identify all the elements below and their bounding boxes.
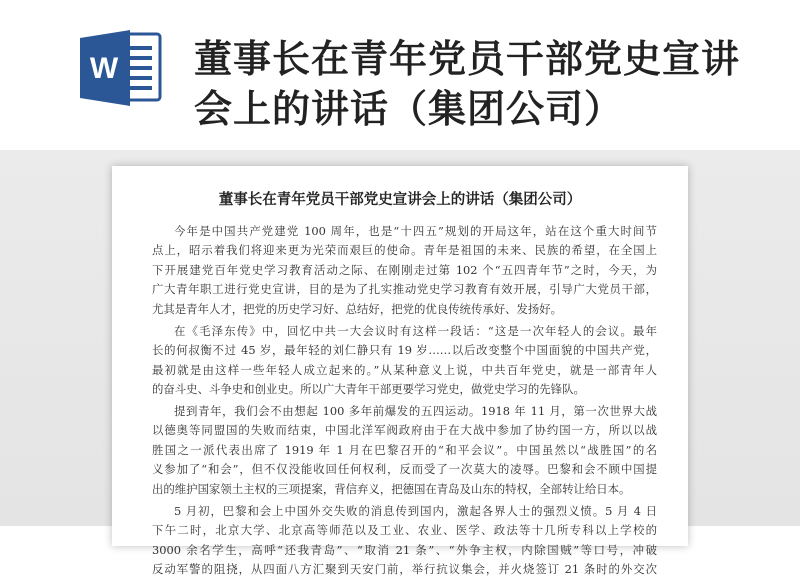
paragraph-line: 今年是中国共产党建党 100 周年，也是“十四五”规划的开局这年，站在这个重大时间节 bbox=[174, 224, 657, 238]
paragraph-line: 以德奥等同盟国的失败而结束，中国北洋军阀政府由于在大战中参加了协约国一方，所以以战 bbox=[152, 423, 657, 438]
paragraph-4 bbox=[152, 502, 657, 580]
paragraph-line: 下开展建党百年党史学习教育活动之际、在刚刚走过第 102 个“五四青年节”之时，今天，为 bbox=[152, 262, 657, 277]
paragraph-line: 胜国之一派代表出席了 1919 年 1 月在巴黎召开的“和平会议”。中国虽然以“战胜国”的名 bbox=[152, 442, 657, 457]
header bbox=[0, 0, 800, 150]
document-title: 董事长在青年党员干部党史宣讲会上的讲话（集团公司） bbox=[218, 191, 582, 208]
paragraph-line: 最初就是由这样一些年轻人成立起来的。”从某种意义上说，中共百年党史，就是一部青年人 bbox=[152, 362, 657, 377]
word-document-icon bbox=[78, 28, 164, 108]
paragraph-line: 尤其是青年人才，把党的历史学习好、总结好，把党的优良传统传承好、发扬好。 bbox=[152, 301, 563, 316]
paragraph-line: 3000 余名学生，高呼“还我青岛”、“取消 21 条”、“外争主权，内除国贼”等口号，冲破 bbox=[152, 542, 657, 557]
paragraph-line: 长的何叔衡不过 45 岁，最年轻的刘仁静只有 19 岁……以后改变整个中国面貌的中国共产党， bbox=[152, 343, 657, 358]
document-page-preview bbox=[112, 166, 688, 577]
paragraph-2 bbox=[152, 322, 657, 400]
paragraph-line: 提到青年，我们会不由想起 100 多年前爆发的五四运动。1918 年 11 月，第一次世界大战 bbox=[174, 404, 657, 418]
page-title-line-2: 会上的讲话（集团公司） bbox=[194, 87, 624, 131]
paragraph-3 bbox=[152, 402, 657, 499]
paragraph-line: 广大青年职工进行党史宣讲，目的是为了扎实推动党史学习教育有效开展，引导广大党员干部， bbox=[152, 282, 657, 297]
paragraph-line: 5 月初，巴黎和会上中国外交失败的消息传到国内，激起各界人士的强烈义愤。5 月 4 日 bbox=[174, 504, 657, 518]
paragraph-1 bbox=[152, 222, 657, 319]
paragraph-line: 出的维护国家领土主权的三项提案，背信弃义，把德国在青岛及山东的特权，全部转让给日本。 bbox=[152, 481, 631, 496]
paragraph-line: 点上，昭示着我们将迎来更为光荣而艰巨的使命。青年是祖国的未来、民族的希望，在全国上 bbox=[152, 243, 657, 258]
paragraph-line: 义参加了“和会”，但不仅没能收回任何权利，反而受了一次莫大的凌辱。巴黎和会不顾中国提 bbox=[152, 462, 657, 477]
paragraph-line: 在《毛泽东传》中，回忆中共一大会议时有这样一段话：“这是一次年轻人的会议。最年 bbox=[174, 324, 657, 338]
word-icon-letter: W bbox=[89, 52, 119, 85]
page-title-line-1: 董事长在青年党员干部党史宣讲 bbox=[194, 37, 741, 81]
paragraph-line: 的奋斗史、斗争史和创业史。所以广大青年干部更要学习党史，做党史学习的先锋队。 bbox=[152, 382, 585, 397]
paragraph-line: 下午二时，北京大学、北京高等师范以及工业、农业、医学、政法等十几所专科以上学校的 bbox=[152, 523, 657, 538]
paragraph-line: 反动军警的阻挠，从四面八方汇聚到天安门前，举行抗议集会，并火烧签订 21 条时的外交次 bbox=[152, 562, 657, 577]
